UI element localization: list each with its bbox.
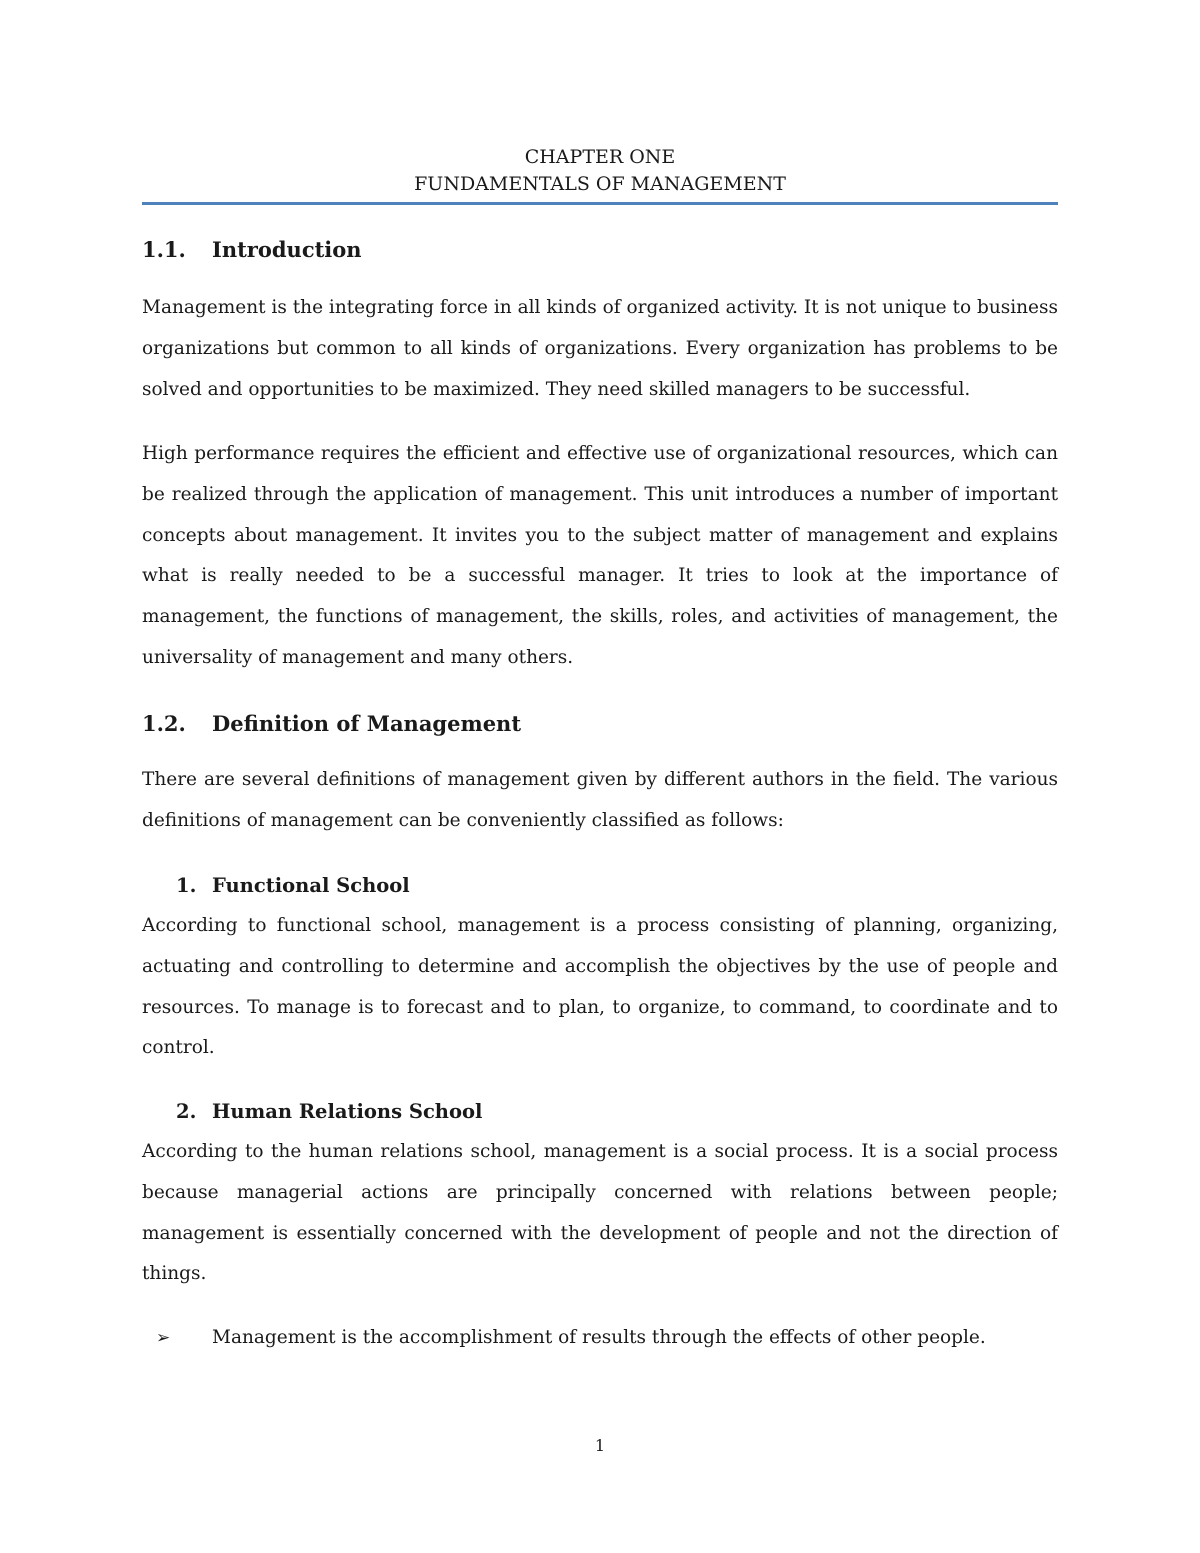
- list-number: 2.: [176, 1100, 197, 1123]
- functional-school-paragraph: According to functional school, management is a process consisting of planning, organizing, actuating and controlling to determine and accomplish the objectives by the use of people and resources. To manage is to forecast and to plan, to organize, to command, to coordinate and to control.: [142, 915, 1058, 1059]
- section-number: 1.1.: [142, 237, 186, 262]
- title-underline-rule: [142, 202, 1058, 205]
- human-relations-paragraph: According to the human relations school, management is a social process. It is a social process because managerial actions are principally concerned with relations between people; management is essentially concerned with the development of people and not the direction of things.: [142, 1141, 1058, 1285]
- definition-paragraph: There are several definitions of management given by different authors in the field. The various definitions of management can be conveniently classified as follows:: [142, 769, 1058, 831]
- intro-paragraph-1: Management is the integrating force in all kinds of organized activity. It is not unique to business organizations but common to all kinds of organizations. Every organization has problems to be solved and opportunities to be maximized. They need skilled managers to be successful.: [142, 297, 1058, 400]
- chapter-title: FUNDAMENTALS OF MANAGEMENT: [414, 173, 786, 195]
- bullet-item: [142, 1324, 986, 1352]
- subheading-title: Human Relations School: [212, 1100, 483, 1123]
- bullet-text: Management is the accomplishment of results through the effects of other people.: [212, 1327, 986, 1348]
- subheading-human-relations-school: [176, 1099, 482, 1125]
- subheading-functional-school: [176, 873, 410, 899]
- section-heading-definition: [142, 710, 521, 738]
- intro-paragraph-2: High performance requires the efficient and effective use of organizational resources, which can be realized through the application of management. This unit introduces a number of important concepts about management. It invites you to the subject matter of management and explains what is really needed to be a successful manager. It tries to look at the importance of management, the functions of management, the skills, roles, and activities of management, the universality of management and many others.: [142, 443, 1058, 668]
- section-number: 1.2.: [142, 711, 186, 736]
- chapter-number: CHAPTER ONE: [524, 146, 676, 168]
- section-title: Introduction: [212, 237, 362, 262]
- arrow-bullet-icon: ➢: [156, 1328, 171, 1348]
- list-number: 1.: [176, 874, 197, 897]
- page-number: 1: [594, 1436, 606, 1455]
- section-title: Definition of Management: [212, 711, 522, 736]
- section-heading-introduction: [142, 236, 362, 264]
- subheading-title: Functional School: [212, 874, 410, 897]
